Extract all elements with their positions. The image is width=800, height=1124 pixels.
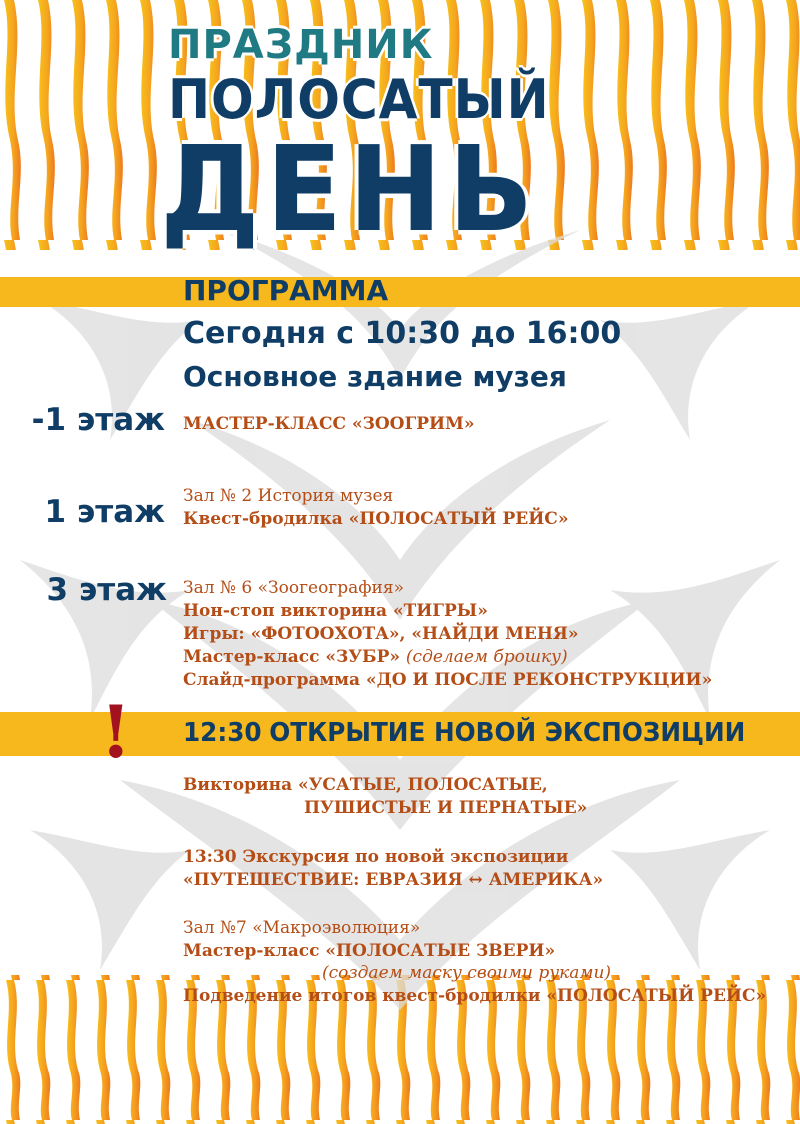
event-bison bbox=[183, 647, 568, 667]
event-results-prefix: Подведение итогов квест-бродилки bbox=[183, 986, 547, 1006]
tour-name: «ПУТЕШЕСТВИЕ: ЕВРАЗИЯ ↔ АМЕРИКА» bbox=[183, 870, 604, 890]
quiz-line1 bbox=[183, 775, 548, 795]
event-bison-note: (сделаем брошку) bbox=[405, 647, 568, 667]
event-bison-name: «ЗУБР» bbox=[325, 647, 400, 667]
opening-title: ОТКРЫТИЕ НОВОЙ ЭКСПОЗИЦИИ bbox=[269, 718, 746, 748]
hall-6: Зал № 6 «Зоогеография» bbox=[183, 578, 404, 598]
event-games-name: «ФОТООХОТА», «НАЙДИ МЕНЯ» bbox=[250, 624, 579, 644]
event-slides-name: «ДО И ПОСЛЕ РЕКОНСТРУКЦИИ» bbox=[365, 670, 713, 690]
event-slides-prefix: Слайд-программа bbox=[183, 670, 366, 690]
event-slides bbox=[183, 670, 712, 690]
program-heading: ПРОГРАММА bbox=[183, 274, 389, 307]
event-masks-prefix: Мастер-класс bbox=[183, 941, 326, 961]
event-quest-prefix: Квест-бродилка bbox=[183, 509, 349, 529]
opening-time: 12:30 bbox=[183, 718, 262, 748]
tour-time: 13:30 bbox=[183, 847, 237, 867]
floor-label-1: 1 этаж bbox=[44, 494, 165, 530]
event-results-name: «ПОЛОСАТЫЙ РЕЙС» bbox=[546, 986, 767, 1006]
event-games-prefix: Игры: bbox=[183, 624, 251, 644]
exclamation-icon: ! bbox=[100, 689, 132, 774]
event-games bbox=[183, 624, 579, 644]
program-band bbox=[0, 277, 800, 307]
title-holiday: ПРАЗДНИК bbox=[168, 22, 434, 68]
event-bison-prefix: Мастер-класс bbox=[183, 647, 326, 667]
event-tigers bbox=[183, 601, 488, 621]
floor-label-3: 3 этаж bbox=[46, 572, 167, 608]
event-tigers-name: «ТИГРЫ» bbox=[392, 601, 488, 621]
quiz-name-1: «УСАТЫЕ, ПОЛОСАТЫЕ, bbox=[298, 775, 548, 795]
program-place: Основное здание музея bbox=[183, 360, 567, 393]
title-striped: ПОЛОСАТЫЙ bbox=[168, 68, 550, 131]
tour-title: Экскурсия по новой экспозиции bbox=[242, 847, 569, 867]
title-day: ДЕНЬ bbox=[160, 122, 540, 259]
event-results bbox=[183, 986, 766, 1006]
hall-2: Зал № 2 История музея bbox=[183, 486, 394, 506]
event-zoogrim: МАСТЕР-КЛАСС «ЗООГРИМ» bbox=[183, 414, 475, 434]
event-masks-name: «ПОЛОСАТЫЕ ЗВЕРИ» bbox=[325, 941, 556, 961]
opening-heading bbox=[183, 718, 745, 748]
event-quest-name: «ПОЛОСАТЫЙ РЕЙС» bbox=[348, 509, 569, 529]
event-tigers-prefix: Нон-стоп викторина bbox=[183, 601, 393, 621]
event-masks bbox=[183, 941, 555, 961]
floor-label-minus1: -1 этаж bbox=[31, 402, 165, 438]
program-time: Сегодня с 10:30 до 16:00 bbox=[183, 316, 622, 351]
event-masks-note: (создаем маску своими руками) bbox=[322, 963, 612, 983]
hall-7: Зал №7 «Макроэволюция» bbox=[183, 918, 421, 938]
quiz-prefix: Викторина bbox=[183, 775, 298, 795]
event-quest bbox=[183, 509, 568, 529]
tour-line bbox=[183, 847, 568, 867]
quiz-name-2: ПУШИСТЫЕ И ПЕРНАТЫЕ» bbox=[304, 798, 588, 818]
